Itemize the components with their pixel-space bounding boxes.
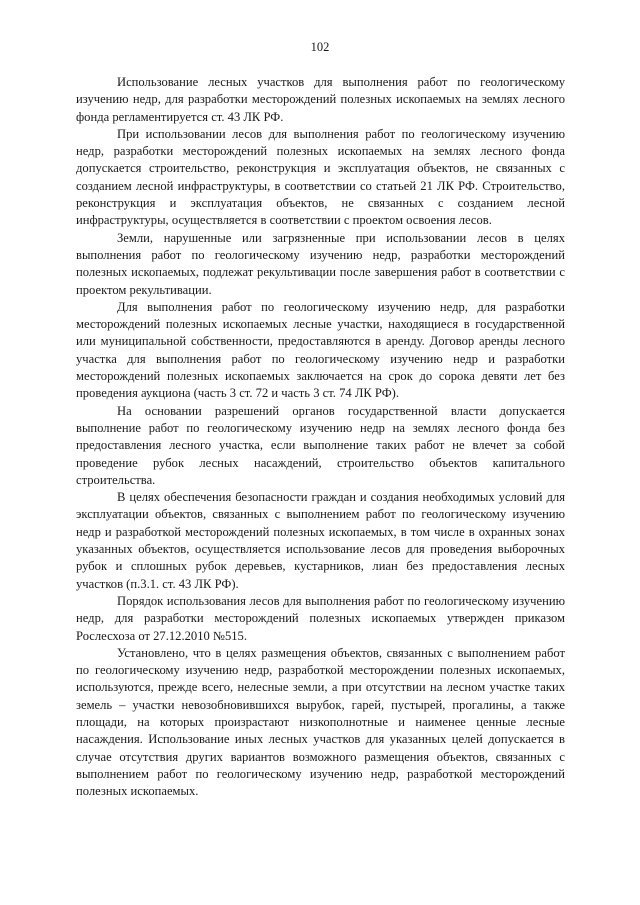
paragraph: Для выполнения работ по геологическому изучению недр, для разработки месторождений полезных ископаемых лесные участки, находящиеся в государственной или муниципальной собственности, предоставляются в аренду. Договор аренды лесного участка для выполнения работ по геологическому изучению недр и разработки месторождений полезных ископаемых заключается на срок до сорока девяти лет без проведения аукциона (часть 3 ст. 72 и часть 3 ст. 74 ЛК РФ). <box>76 299 565 401</box>
paragraph: В целях обеспечения безопасности граждан и создания необходимых условий для эксплуатации объектов, связанных с выполнением работ по геологическому изучению недр и разработкой месторождений полезных ископаемых, в том числе в охранных зонах указанных объектов, осуществляется использование лесов для проведения выборочных рубок и сплошных рубок деревьев, кустарников, лиан без предоставления лесных участков (п.3.1. ст. 43 ЛК РФ). <box>76 490 565 591</box>
document-body <box>76 74 565 800</box>
paragraph: На основании разрешений органов государственной власти допускается выполнение работ по геологическому изучению недр на землях лесного фонда без предоставления лесного участка, если выполнение таких работ не влечет за собой проведение рубок лесных насаждений, строительство объектов капитального строительства. <box>76 403 565 487</box>
paragraph: Порядок использования лесов для выполнения работ по геологическому изучению недр, для разработки месторождений полезных ископаемых утвержден приказом Рослесхоза от 27.12.2010 №515. <box>76 593 565 643</box>
paragraph: Земли, нарушенные или загрязненные при использовании лесов в целях выполнения работ по геологическому изучению недр, разработки месторождений полезных ископаемых, подлежат рекультивации после завершения работ в соответствии с проектом рекультивации. <box>76 230 565 297</box>
paragraph: Использование лесных участков для выполнения работ по геологическому изучению недр, для разработки месторождений полезных ископаемых на землях лесного фонда регламентируется ст. 43 ЛК РФ. <box>76 75 565 124</box>
paragraph: При использовании лесов для выполнения работ по геологическому изучению недр, разработки месторождений полезных ископаемых на землях лесного фонда допускается строительство, реконструкция и эксплуатация объектов, не связанных с созданием лесной инфраструктуры, в соответствии со статьей 21 ЛК РФ. Строительство, реконструкция и эксплуатация объектов, не связанных с созданием лесной инфраструктуры, осуществляется в соответствии с проектом освоения лесов. <box>76 126 565 228</box>
paragraph: Установлено, что в целях размещения объектов, связанных с выполнением работ по геологическому изучению недр, разработкой месторождении полезных ископаемых, используются, прежде всего, нелесные земли, а при отсутствии на лесном участке таких земель – участки невозобновившихся вырубок, гарей, пустырей, прогалины, а также площади, на которых произрастают низкополнотные и наименее ценные лесные насаждения. Использование иных лесных участков для указанных целей допускается в случае отсутствия других вариантов возможного размещения объектов, связанных с выполнением работ по геологическому изучению недр, разработкой месторождений полезных ископаемых. <box>76 645 565 799</box>
page-number: 102 <box>310 40 330 54</box>
